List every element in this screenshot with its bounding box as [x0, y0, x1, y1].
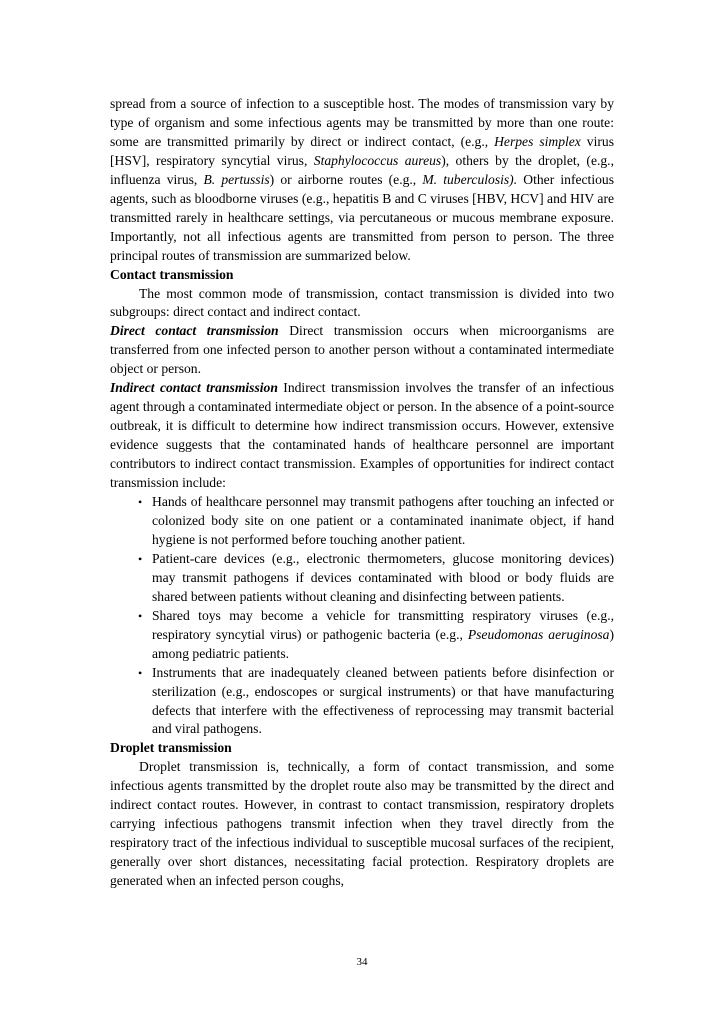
- indirect-contact-text: Indirect transmission involves the transfer of an infectious agent through a contaminated intermediate object or person. In the absence of a point-source outbreak, it is difficult to determine how indirect transmission occurs. However, extensive evidence suggests that the contaminated hands of healthcare personnel are important contributors to indirect contact transmission. Examples of opportunities for indirect contact transmission include:: [110, 380, 614, 491]
- text-run: Shared toys may become a vehicle for transmitting respiratory viruses (e.g., respiratory syncytial virus) or pathogenic bacteria (e.g.,: [152, 607, 614, 642]
- text-run: ) or airborne routes (e.g.,: [269, 171, 423, 187]
- italic-text-run: Pseudomonas aeruginosa: [467, 626, 610, 642]
- text-run: virus [HSV], respiratory syncytial virus,: [110, 133, 614, 168]
- list-item-text: [152, 608, 614, 661]
- text-run: Hands of healthcare personnel may transmit pathogens after touching an infected or colonized body site on one patient or a contaminated inanimate object, if hand hygiene is not performed before touching another patient.: [152, 494, 614, 547]
- droplet-transmission-heading: Droplet transmission: [110, 740, 232, 756]
- list-item-text: [152, 494, 614, 547]
- list-item: [132, 607, 614, 664]
- text-run: Other infectious agents, such as bloodborne viruses (e.g., hepatitis B and C viruses [HBV, HCV] and HIV are transmitted rarely in healthcare settings, via percutaneous or mucous membrane exposure. Importantly, not all infectious agents are transmitted from person to person. The three principal routes of transmission are summarized below.: [110, 171, 614, 263]
- droplet-paragraph: Droplet transmission is, technically, a form of contact transmission, and some infectious agents transmitted by the droplet route also may be transmitted by the direct and indirect contact routes. However, in contrast to contact transmission, respiratory droplets carrying infectious pathogens transmit infection when they travel directly from the respiratory tract of the infectious individual to susceptible mucosal surfaces of the recipient, generally over short distances, necessitating facial protection. Respiratory droplets are generated when an infected person coughs,: [110, 759, 614, 889]
- text-run: spread from a source of infection to a susceptible host. The modes of transmission vary by type of organism and some infectious agents may be transmitted by more than one route: some are transmitted primarily by direct or indirect contact, (e.g.,: [110, 96, 614, 149]
- list-item: [132, 493, 614, 550]
- text-run: ), others by the droplet, (e.g., influenza virus,: [110, 152, 614, 187]
- italic-text-run: Herpes simplex: [494, 133, 581, 149]
- list-item: [132, 550, 614, 607]
- transmission-examples-list: [110, 493, 614, 739]
- bullet-icon: •: [138, 495, 143, 510]
- contact-transmission-heading: Contact transmission: [110, 266, 234, 282]
- indirect-contact-paragraph: [110, 379, 614, 493]
- list-item-text: [152, 551, 614, 604]
- italic-text-run: M. tuberculosis).: [422, 171, 518, 187]
- text-run: Instruments that are inadequately cleaned between patients before disinfection or sterilization (e.g., endoscopes or surgical instruments) or that have manufacturing defects that interfere with the effectiveness of reprocessing may transmit bacterial and viral pathogens.: [152, 664, 614, 737]
- list-item-text: [152, 665, 614, 737]
- page-number: 34: [356, 956, 368, 968]
- italic-text-run: B. pertussis: [203, 171, 270, 187]
- direct-contact-paragraph: [110, 322, 614, 379]
- intro-paragraph: [110, 95, 614, 266]
- text-run: ) among pediatric patients.: [152, 626, 614, 661]
- direct-contact-text: Direct transmission occurs when microorganisms are transferred from one infected person to another person without a contaminated intermediate object or person.: [110, 323, 614, 377]
- bullet-icon: •: [138, 608, 143, 623]
- indirect-contact-lead: Indirect contact transmission: [110, 380, 278, 396]
- contact-intro-paragraph: The most common mode of transmission, contact transmission is divided into two subgroups: direct contact and indirect contact.: [110, 285, 614, 320]
- bullet-icon: •: [138, 665, 143, 680]
- text-run: Patient-care devices (e.g., electronic thermometers, glucose monitoring devices) may transmit pathogens if devices contaminated with blood or body fluids are shared between patients without cleaning and disinfecting between patients.: [152, 550, 614, 604]
- direct-contact-lead: Direct contact transmission: [110, 323, 279, 339]
- italic-text-run: Staphylococcus aureus: [313, 152, 442, 168]
- list-item: [132, 664, 614, 740]
- bullet-icon: •: [138, 551, 143, 566]
